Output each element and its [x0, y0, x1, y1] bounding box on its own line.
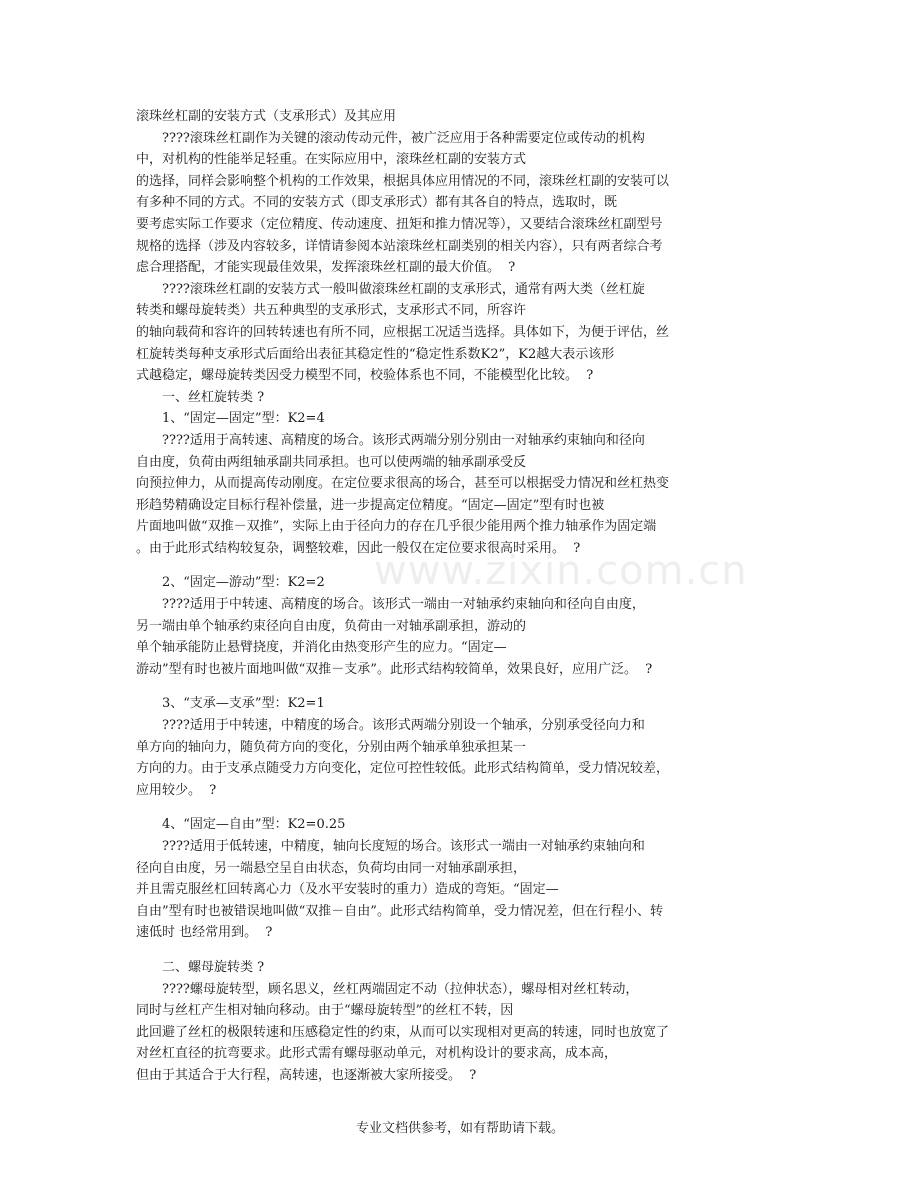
text-line: 同时与丝杠产生相对轴向移动。由于“螺母旋转型”的丝杠不转，因 [136, 1003, 514, 1019]
item-3 [136, 693, 784, 801]
page-footer: 专业文档供参考，如有帮助请下载。 [355, 1121, 564, 1136]
text-line: 单方向的轴向力，随负荷方向的变化，分别由两个轴承单独承担某一 [136, 739, 527, 755]
section-heading-2: 二、螺母旋转类 ? [136, 959, 265, 975]
text-line: 游动”型有时也被片面地叫做“双推－支承”。此形式结构较简单，效果良好，应用广泛。 ? [136, 661, 653, 677]
text-line: 片面地叫做“双推－双推”，实际上由于径向力的存在几乎很少能用两个推力轴承作为固定端 [136, 519, 657, 535]
text-line: 规格的选择（涉及内容较多，详情请参阅本站滚珠丝杠副类别的相关内容），只有两者综合考 [136, 238, 663, 254]
text-line: 单个轴承能防止悬臂挠度，并消化由热变形产生的应力。“固定— [136, 640, 507, 656]
paragraph-gap [136, 680, 784, 693]
document-title: 滚珠丝杠副的安装方式（支承形式）及其应用 [136, 109, 397, 124]
intro-paragraph-2 [136, 279, 784, 387]
text-line: 杠旋转类每种支承形式后面给出表征其稳定性的“稳定性系数K2”，K2越大表示该形 [136, 346, 615, 362]
text-line: ????适用于中转速，中精度的场合。该形式两端分别设一个轴承，分别承受径向力和 [136, 718, 645, 734]
text-line: 并且需克服丝杠回转离心力（及水平安装时的重力）造成的弯矩。“固定— [136, 882, 559, 898]
text-line: 的轴向载荷和容许的回转转速也有所不同，应根据工况适当选择。具体如下，为便于评估，丝 [136, 324, 670, 340]
item-2 [136, 572, 784, 680]
text-line: 自由度，负荷由两组轴承副共同承担。也可以使两端的轴承副承受反 [136, 454, 527, 470]
text-line: ????螺母旋转型，顾名思义，丝杠两端固定不动（拉伸状态），螺母相对丝杠转动， [136, 981, 639, 997]
paragraph-gap [136, 559, 784, 572]
section-2-paragraph [136, 979, 784, 1087]
text-line: 向预拉伸力，从而提高传动刚度。在定位要求很高的场合，甚至可以根据受力情况和丝杠热变 [136, 476, 670, 492]
text-line: ????滚珠丝杠副作为关键的滚动传动元件，被广泛应用于各种需要定位或传动的机构 [136, 130, 645, 146]
item-heading: 3、“支承—支承”型：K2=1 [136, 696, 325, 712]
text-line: 此回避了丝杠的极限转速和压感稳定性的约束，从而可以实现相对更高的转速，同时也放宽了 [136, 1024, 670, 1040]
text-line: ????滚珠丝杠副的安装方式一般叫做滚珠丝杠副的支承形式，通常有两大类（丝杠旋 [136, 281, 645, 297]
text-line: ????适用于高转速、高精度的场合。该形式两端分别分别由一对轴承约束轴向和径向 [136, 432, 645, 448]
item-1 [136, 408, 784, 559]
text-line: 。由于此形式结构较复杂，调整较难，因此一般仅在定位要求很高时采用。 ? [136, 540, 581, 556]
text-line: 但由于其适合于大行程，高转速，也逐渐被大家所接受。 ? [136, 1067, 477, 1083]
text-line: 要考虑实际工作要求（定位精度、传动速度、扭矩和推力情况等），又要结合滚珠丝杠副型号 [136, 216, 663, 232]
text-line: 虑合理搭配，才能实现最佳效果，发挥滚珠丝杠副的最大价值。 ? [136, 260, 516, 276]
document-body [136, 106, 784, 1087]
item-heading: 1、“固定—固定”型：K2=4 [136, 411, 325, 427]
text-line: 的选择，同样会影响整个机构的工作效果，根据具体应用情况的不同，滚珠丝杠副的安装可以 [136, 173, 670, 189]
text-line: 速低时 也经常用到。 ? [136, 925, 273, 941]
text-line: 应用较少。 ? [136, 782, 217, 798]
text-line: 自由”型有时也被错误地叫做“双推－自由”。此形式结构简单，受力情况差，但在行程小、转 [136, 903, 663, 919]
text-line: 另一端由单个轴承约束径向自由度，负荷由一对轴承副承担，游动的 [136, 618, 527, 634]
item-heading: 4、“固定—自由”型：K2=0.25 [136, 817, 346, 833]
text-line: 式越稳定，螺母旋转类因受力模型不同，校验体系也不同，不能模型化比较。 ? [136, 368, 594, 384]
text-line: 形趋势精确设定目标行程补偿量，进一步提高定位精度。“固定—固定”型有时也被 [136, 497, 605, 513]
text-line: 对丝杠直径的抗弯要求。此形式需有螺母驱动单元，对机构设计的要求高，成本高， [136, 1046, 618, 1062]
text-line: 有多种不同的方式。不同的安装方式（即支承形式）都有其各自的特点，选取时，既 [136, 195, 618, 211]
text-line: 方向的力。由于支承点随受力方向变化，定位可控性较低。此形式结构简单，受力情况较差， [136, 761, 670, 777]
text-line: ????适用于低转速，中精度，轴向长度短的场合。该形式一端由一对轴承约束轴向和 [136, 839, 645, 854]
text-line: 中，对机构的性能举足轻重。在实际应用中，滚珠丝杠副的安装方式 [136, 152, 527, 168]
section-heading-1: 一、丝杠旋转类 ? [136, 389, 265, 405]
text-line: 转类和螺母旋转类）共五种典型的支承形式，支承形式不同，所容许 [136, 303, 527, 319]
item-4 [136, 814, 784, 944]
paragraph-gap [136, 801, 784, 814]
item-heading: 2、“固定—游动”型：K2=2 [136, 575, 325, 591]
intro-paragraph-1 [136, 128, 784, 279]
text-line: 径向自由度，另一端悬空呈自由状态，负荷均由同一对轴承副承担， [136, 860, 527, 876]
text-line: ????适用于中转速、高精度的场合。该形式一端由一对轴承约束轴向和径向自由度， [136, 597, 645, 613]
paragraph-gap [136, 944, 784, 957]
watermark: www.zixin.com.cn [374, 548, 748, 594]
